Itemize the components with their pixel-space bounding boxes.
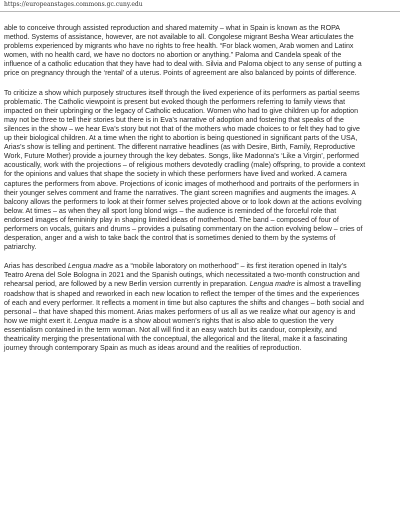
paragraph-1 bbox=[4, 24, 366, 79]
paragraph-2 bbox=[4, 89, 366, 253]
header-divider bbox=[0, 11, 400, 12]
paragraph-text: To criticize a show which purposely structures itself through the lived experience of its performers as partial seems problematic. The Catholic viewpoint is present but evoked though the performers referring to family views that impacted on their upbringing or the legacy of Catholic education. Women who had to give children up for adoption may not be three to tell their stories but there is in Eva’s narrative of adoption and fostering that speaks of the silences in the show – we hear Eva’s story but not that of the mothers who made choices to or felt they had to give up their biological children. At a time when the right to abortion is being questioned in significant parts of the USA, Arias’s show is telling and pertinent. The different narrative headlines (as with Desire, Birth, Family, Reproductive Work, Future Mother) provide a journey through the key debates. Songs, like Madonna’s ‘Like a Virgin’, performed acoustically, work with the projections – of religious mothers devotedly cradling (male) offspring, to provide a context for the opinions and values that shape the society in which these performers have lived and worked. A camera captures the performers from above. Projections of iconic images of motherhood and portraits of the performers in their younger selves comment and frame the narratives. The giant screen magnifies and augments the images. A balcony allows the performers to look at their former selves projected above or to look down at the actions evolving below. At times – as when they all sport long blond wigs – the audience is reminded of the forceful role that endorsed images of femininity play in shaping limited ideas of motherhood. The band – composed of four of performers on vocals, guitars and drums – provides a pulsating commentary on the action evolving below – cries of desperation, anger and a wish to take back the control that is sometimes denied to them by the systems of patriarchy. bbox=[4, 89, 366, 252]
italic-title: Lengua madre bbox=[74, 317, 120, 325]
paragraph-text: is almost a travelling roadshow that is shaped and reworked in each new location to reflect the temper of the times and the experiences of each and every performer. It reflects a moment in time but also captures the shifts and changes – both social and personal – that have shaped this moment. Arias makes performers of us all as we realize what our agency is and how we might exert it. bbox=[4, 281, 364, 325]
paragraph-text: as a “mobile laboratory on motherhood” – its first iteration opened in Italy’s Teatro Arena del Sole Bologna in 2021 and the Spanish outings, which necessitated a two-month construction and rehearsal period, are followed by a new Berlin version currently in preparation. bbox=[4, 263, 360, 289]
paragraph-3 bbox=[4, 262, 366, 353]
paragraph-text: Arias has described bbox=[4, 263, 68, 271]
paragraph-text: able to conceive through assisted reproduction and shared maternity – what in Spain is known as the ROPA method. Systems of assistance, however, are not available to all. Congolese migrant Besha Wear articulates the problems experienced by migrants who have no rights to free health. “For black women, Arab women and Latinx women, with no health card, we have no doctors no abortion or anything.” Paloma and Candela speak of the influence of a catholic education that they have had to deal with. Silvia and Paloma object to any sense of putting a price on pregnancy through the ‘rental’ of a uterus. Points of agreement are also balanced by points of difference. bbox=[4, 25, 362, 78]
italic-title: Lengua madre bbox=[249, 281, 296, 289]
article-body bbox=[4, 24, 366, 363]
page-url-header: https://europeanstages.commons.gc.cuny.edu bbox=[4, 1, 143, 8]
paragraph-text: is a show about women’s rights that is also able to question the very essentialism contained in the term woman. Not all will find it an easy watch but its candour, complexity, and theatricality merging the presentational with the conceptual, the allegorical and the literal, make it a fascinating journey through contemporary Spain as much as ideas around and the realities of reproduction. bbox=[4, 317, 348, 353]
italic-title: Lengua madre bbox=[67, 263, 114, 271]
